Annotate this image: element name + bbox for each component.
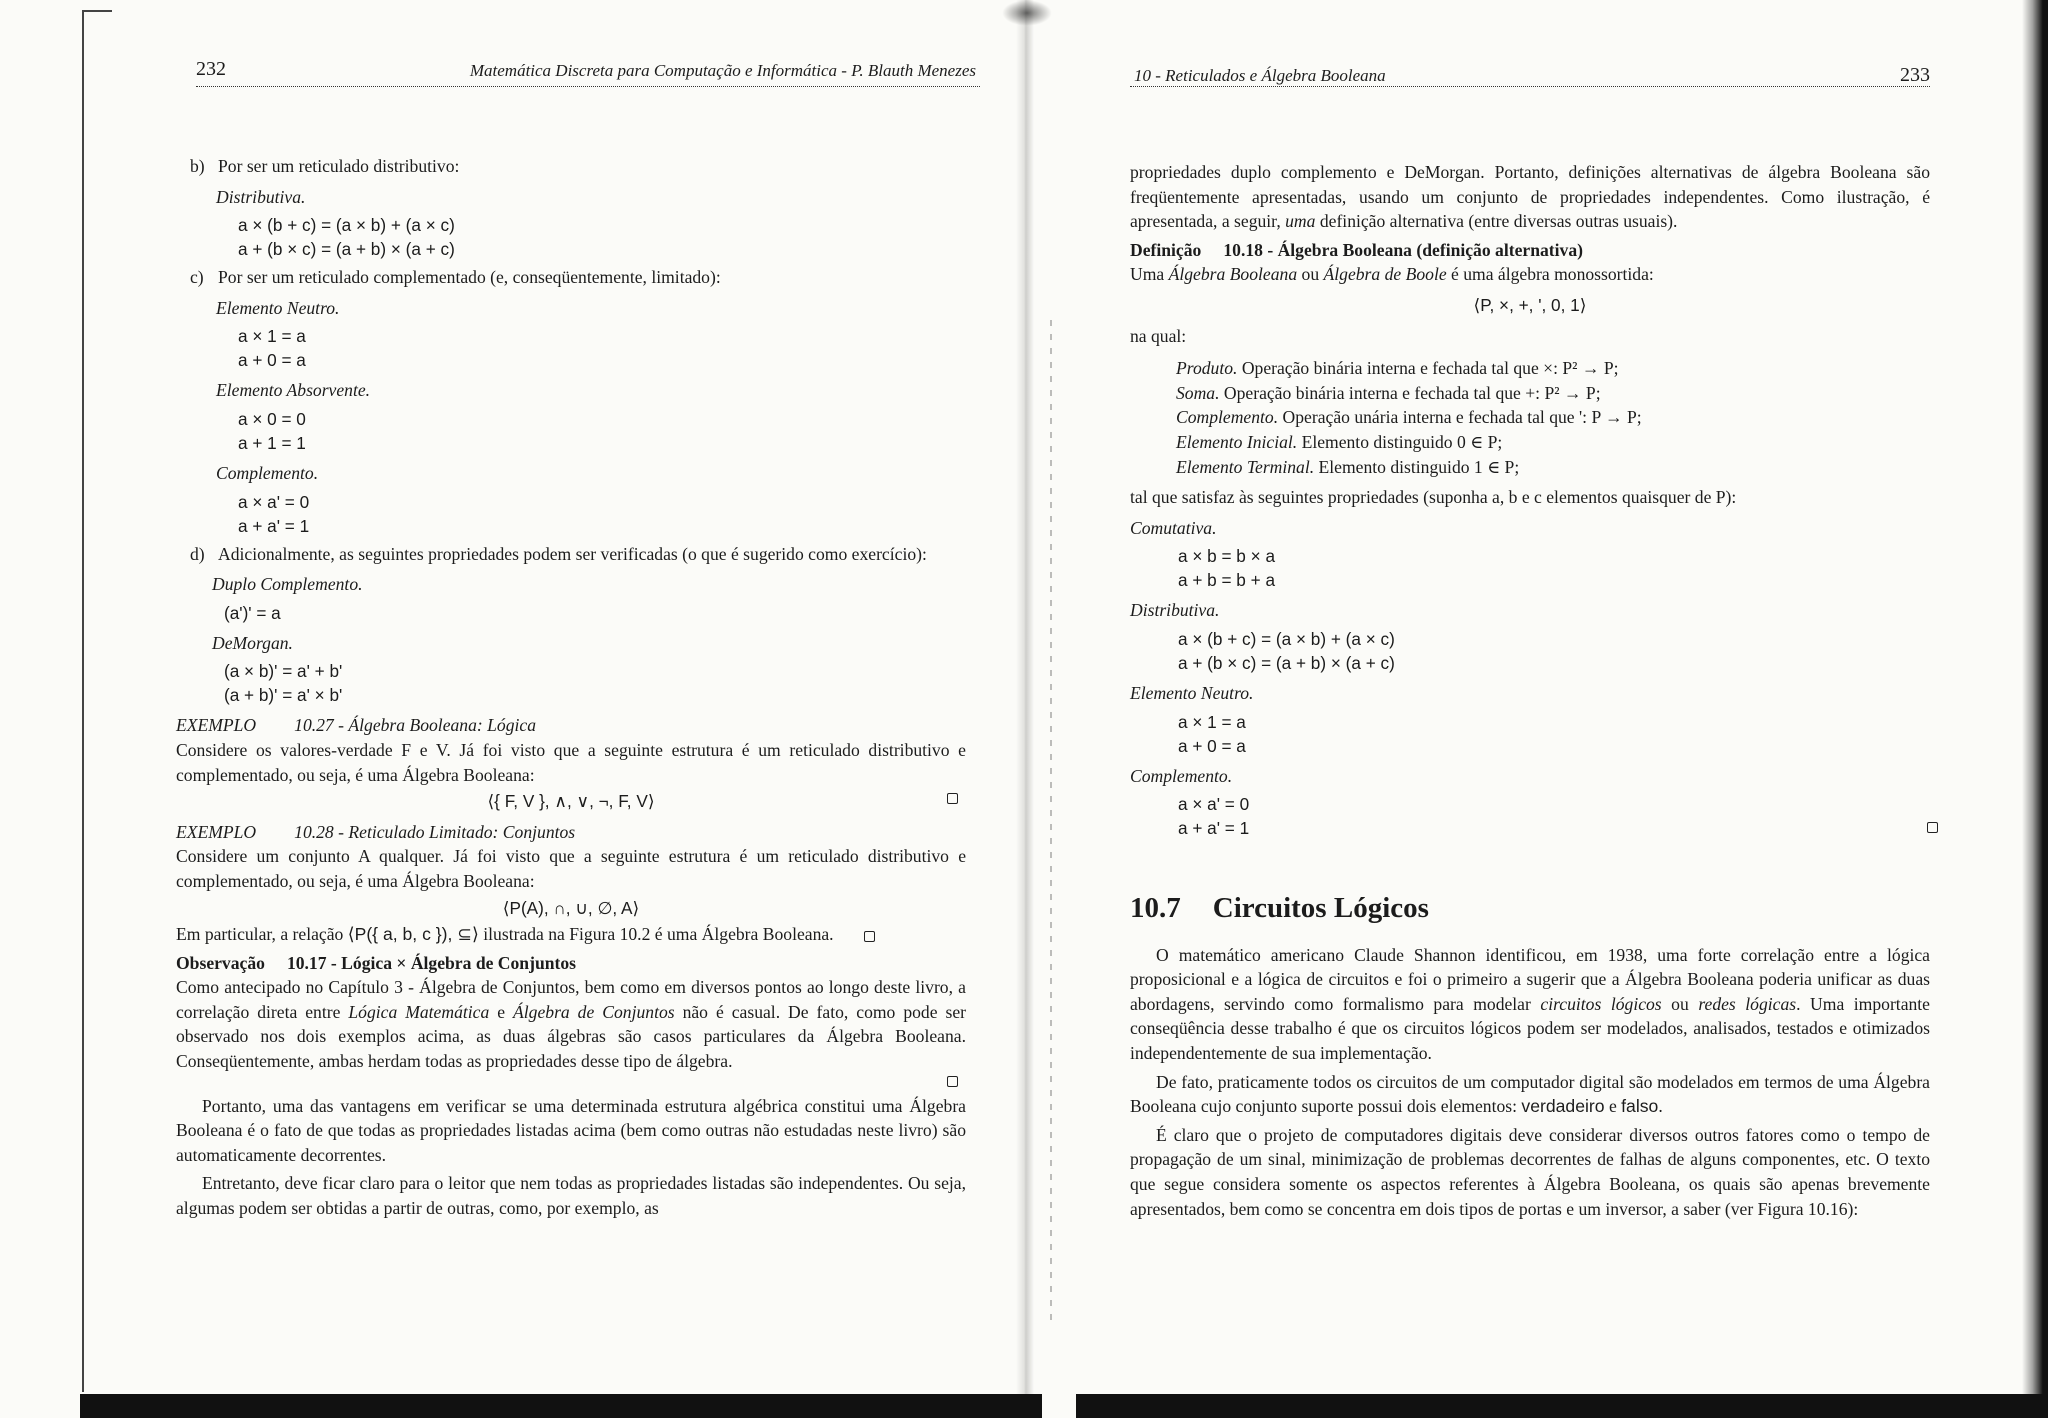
end-of-proof-icon (864, 931, 875, 942)
emphasis: redes lógicas (1698, 993, 1797, 1014)
text-run: é uma álgebra monossortida: (1446, 264, 1654, 285)
text-run: definição alternativa (entre diversas outras usuais). (1315, 211, 1678, 232)
emphasis: circuitos lógicos (1540, 993, 1662, 1014)
equation: (a + b)' = a' × b' (224, 685, 343, 706)
equation: a + b = b + a (1178, 570, 1275, 591)
formula-text: ⟨{ F, V }, ∧, ∨, ¬, F, V⟩ (487, 791, 655, 812)
equation: a × 1 = a (1178, 711, 1246, 732)
property-title: Complemento. (1130, 765, 1233, 786)
item-text: Adicionalmente, as seguintes propriedades podem ser verificadas (o que é sugerido como exercício): (218, 543, 927, 564)
example-heading (176, 713, 966, 738)
left-page-body (176, 150, 966, 1221)
end-of-proof-icon (947, 793, 958, 804)
equation: a × a' = 0 (238, 491, 310, 512)
property-title: DeMorgan. (212, 632, 293, 653)
operation-item (1176, 405, 1930, 430)
definition-text (1130, 262, 1930, 287)
item-text: Por ser um reticulado complementado (e, conseqüentemente, limitado): (218, 267, 721, 288)
text-run: O matemático americano Claude Shannon identificou, em 1938, uma forte correlação entre a lógica proposicional e a lógica de circuitos e foi o primeiro a sugerir que a Álgebra Booleana poderia unificar as duas abordagens, servindo como formalismo para modelar (1130, 944, 1930, 1014)
paragraph (1130, 943, 1930, 1066)
section-number: 10.7 (1130, 892, 1181, 925)
formula (176, 896, 966, 921)
equation: a + (b × c) = (a + b) × (a + c) (238, 239, 455, 260)
operation-name: Elemento Inicial. (1176, 431, 1298, 452)
right-page (1024, 0, 2048, 1418)
end-of-proof-icon (947, 1076, 958, 1087)
running-head-left (196, 56, 980, 87)
equation: a + 0 = a (1178, 735, 1246, 756)
observation-heading (176, 951, 966, 976)
operation-item (1176, 356, 1930, 381)
emphasis: uma (1285, 211, 1316, 232)
example-label: EXEMPLO (176, 715, 257, 736)
text-run: Uma (1130, 264, 1169, 285)
property-title: Complemento. (216, 462, 319, 483)
equation: a + a' = 1 (1178, 818, 1250, 839)
running-title: Matemática Discreta para Computação e Informática - P. Blauth Menezes (469, 61, 976, 80)
paragraph: Portanto, uma das vantagens em verificar se uma determinada estrutura algébrica constitui uma Álgebra Booleana é o fato de que todas as propriedades listadas acima (bem como outras não estudadas neste livro) são automaticamente decorrentes. (176, 1095, 966, 1165)
paragraph: É claro que o projeto de computadores digitais deve considerar diversos outros fatores como o tempo de propagação de um sinal, minimização de problemas decorrentes de falhas de alguns componentes, etc. O texto que segue considera somente os aspectos referentes à Álgebra Booleana, os quais são apenas brevemente apresentados, bem como se concentra em dois tipos de portas e um inversor, a saber (ver Figura 10.16): (1130, 1124, 1930, 1219)
keyword: verdadeiro (1521, 1096, 1605, 1117)
emphasis: Álgebra de Conjuntos (513, 1001, 675, 1022)
page-number: 232 (196, 58, 226, 80)
text-run: e (489, 1001, 514, 1022)
paragraph (1130, 160, 1930, 234)
emphasis: Lógica Matemática (348, 1001, 490, 1022)
equation: (a')' = a (224, 602, 281, 623)
list-item-c (176, 265, 966, 290)
operation-name: Produto. (1176, 358, 1238, 379)
equation-block (1178, 544, 1930, 592)
equation-block (1178, 710, 1930, 758)
right-page-body (1130, 160, 1930, 1221)
list-item-d (176, 542, 966, 567)
text-run: De fato, praticamente todos os circuitos de um computador digital são modelados em termos de uma Álgebra Booleana cujo conjunto suporte possui dois elementos: (1130, 1071, 1930, 1117)
equation: a + a' = 1 (238, 515, 310, 536)
operation-text: Elemento distinguido 1 ∈ P; (1314, 456, 1520, 477)
equation-block (224, 601, 966, 625)
paragraph: na qual: (1130, 325, 1187, 346)
operation-item (1176, 430, 1930, 455)
running-head-right (1130, 56, 1930, 87)
equation: a × 1 = a (238, 326, 306, 347)
observation-text (176, 975, 966, 1073)
property-title: Duplo Complemento. (212, 574, 363, 595)
example-number: 10.28 - Reticulado Limitado: Conjuntos (294, 821, 576, 842)
text-run: Em particular, a relação (176, 924, 348, 945)
equation: a × (b + c) = (a × b) + (a × c) (238, 215, 455, 236)
example-heading (176, 820, 966, 845)
equation-block (1178, 792, 1930, 840)
text-run: e (1604, 1096, 1622, 1117)
property-title: Distributiva. (1130, 600, 1220, 621)
operation-item (1176, 381, 1930, 406)
emphasis: Álgebra Booleana (1168, 264, 1298, 285)
formula-text: ⟨P(A), ∩, ∪, ∅, A⟩ (502, 897, 640, 918)
page-number: 233 (1900, 64, 1930, 86)
item-text: Por ser um reticulado distributivo: (218, 156, 460, 176)
example-conclusion (176, 922, 966, 947)
definition-label: Definição (1130, 239, 1202, 260)
equation: a × 0 = 0 (238, 408, 306, 429)
equation-block (238, 324, 966, 372)
inline-formula: ⟨P({ a, b, c }), ⊆⟩ (347, 924, 479, 945)
paragraph: tal que satisfaz às seguintes propriedades (suponha a, b e c elementos quaisquer de P): (1130, 487, 1737, 508)
property-title: Comutativa. (1130, 517, 1217, 538)
paragraph (1130, 1070, 1930, 1119)
running-title: 10 - Reticulados e Álgebra Booleana (1134, 66, 1386, 85)
keyword: falso (1621, 1096, 1659, 1117)
text-run: . (1658, 1096, 1663, 1117)
example-text: Considere um conjunto A qualquer. Já foi visto que a seguinte estrutura é um reticulado distributivo e complementado, ou seja, é uma Álgebra Booleana: (176, 846, 966, 891)
operation-name: Elemento Terminal. (1176, 456, 1315, 477)
property-title: Elemento Neutro. (1130, 682, 1254, 703)
equation-block (238, 213, 966, 261)
property-title: Elemento Neutro. (216, 297, 340, 318)
formula (1130, 293, 1930, 318)
equation-block (238, 407, 966, 455)
example-number: 10.27 - Álgebra Booleana: Lógica (294, 715, 537, 736)
text-run: não é casual. De fato, como pode ser observado nos dois exemplos acima, as duas álgebras são casos particulares da Álgebra Booleana. Conseqüentemente, ambas herdam todas as propriedades desse tipo de álgebra. (176, 1001, 967, 1072)
example-label: EXEMPLO (176, 821, 257, 842)
end-of-proof-icon (1927, 822, 1938, 833)
qed-row (176, 1074, 966, 1094)
text-run: ou (1297, 264, 1324, 285)
text-run: ilustrada na Figura 10.2 é uma Álgebra Booleana. (478, 924, 834, 945)
equation-block (224, 659, 966, 707)
text-run: ou (1661, 993, 1699, 1014)
text-run: Como antecipado no Capítulo 3 - Álgebra de Conjuntos, bem como em diversos pontos ao longo deste livro, a correlação direta entre (176, 977, 966, 1022)
equation: a + (b × c) = (a + b) × (a + c) (1178, 652, 1395, 673)
equation: a × b = b × a (1178, 546, 1275, 567)
equation: a × (b + c) = (a × b) + (a × c) (1178, 628, 1395, 649)
section-heading (1130, 892, 1930, 925)
operation-text: Elemento distinguido 0 ∈ P; (1297, 431, 1503, 452)
property-title: Elemento Absorvente. (216, 380, 371, 401)
operation-item (1176, 455, 1930, 480)
equation-block (1178, 627, 1930, 675)
item-letter: b) (190, 156, 205, 176)
observation-label: Observação (176, 952, 265, 973)
operation-text: Operação unária interna e fechada tal que ': P → P; (1278, 407, 1642, 428)
text-run: . Uma importante conseqüência desse trabalho é que os circuitos lógicos podem ser modelados, analisados, testados e otimizados independentemente de sua implementação. (1130, 993, 1930, 1064)
item-letter: c) (190, 267, 204, 288)
observation-number: 10.17 - Lógica × Álgebra de Conjuntos (286, 952, 577, 973)
emphasis: Álgebra de Boole (1323, 264, 1447, 285)
equation: a × a' = 0 (1178, 794, 1250, 815)
operation-name: Soma. (1176, 382, 1220, 403)
paragraph: Entretanto, deve ficar claro para o leitor que nem todas as propriedades listadas são independentes. Ou seja, algumas podem ser obtidas a partir de outras, como, por exemplo, as (176, 1173, 966, 1219)
operation-list (1176, 356, 1930, 479)
equation: (a × b)' = a' + b' (224, 661, 343, 682)
formula (176, 789, 966, 814)
operation-name: Complemento. (1176, 407, 1279, 428)
section-title: Circuitos Lógicos (1212, 892, 1429, 925)
equation-block (238, 490, 966, 538)
definition-heading (1130, 238, 1930, 263)
formula-text: ⟨P, ×, +, ', 0, 1⟩ (1473, 294, 1587, 315)
operation-text: Operação binária interna e fechada tal que +: P² → P; (1219, 382, 1601, 403)
equation: a + 0 = a (238, 350, 306, 371)
definition-number: 10.18 - Álgebra Booleana (definição alternativa) (1223, 239, 1583, 260)
list-item-b (176, 154, 966, 179)
equation: a + 1 = 1 (238, 432, 306, 453)
item-letter: d) (190, 543, 205, 564)
example-text: Considere os valores-verdade F e V. Já foi visto que a seguinte estrutura é um reticulado distributivo e complementado, ou seja, é uma Álgebra Booleana: (176, 739, 966, 785)
operation-text: Operação binária interna e fechada tal que ×: P² → P; (1237, 358, 1619, 379)
text-run: propriedades duplo complemento e DeMorgan. Portanto, definições alternativas de álgebra Booleana são freqüentemente apresentadas, usando um conjunto de propriedades independentes. Como ilustração, é apresentada, a seguir, (1130, 162, 1930, 232)
property-title: Distributiva. (216, 186, 306, 207)
